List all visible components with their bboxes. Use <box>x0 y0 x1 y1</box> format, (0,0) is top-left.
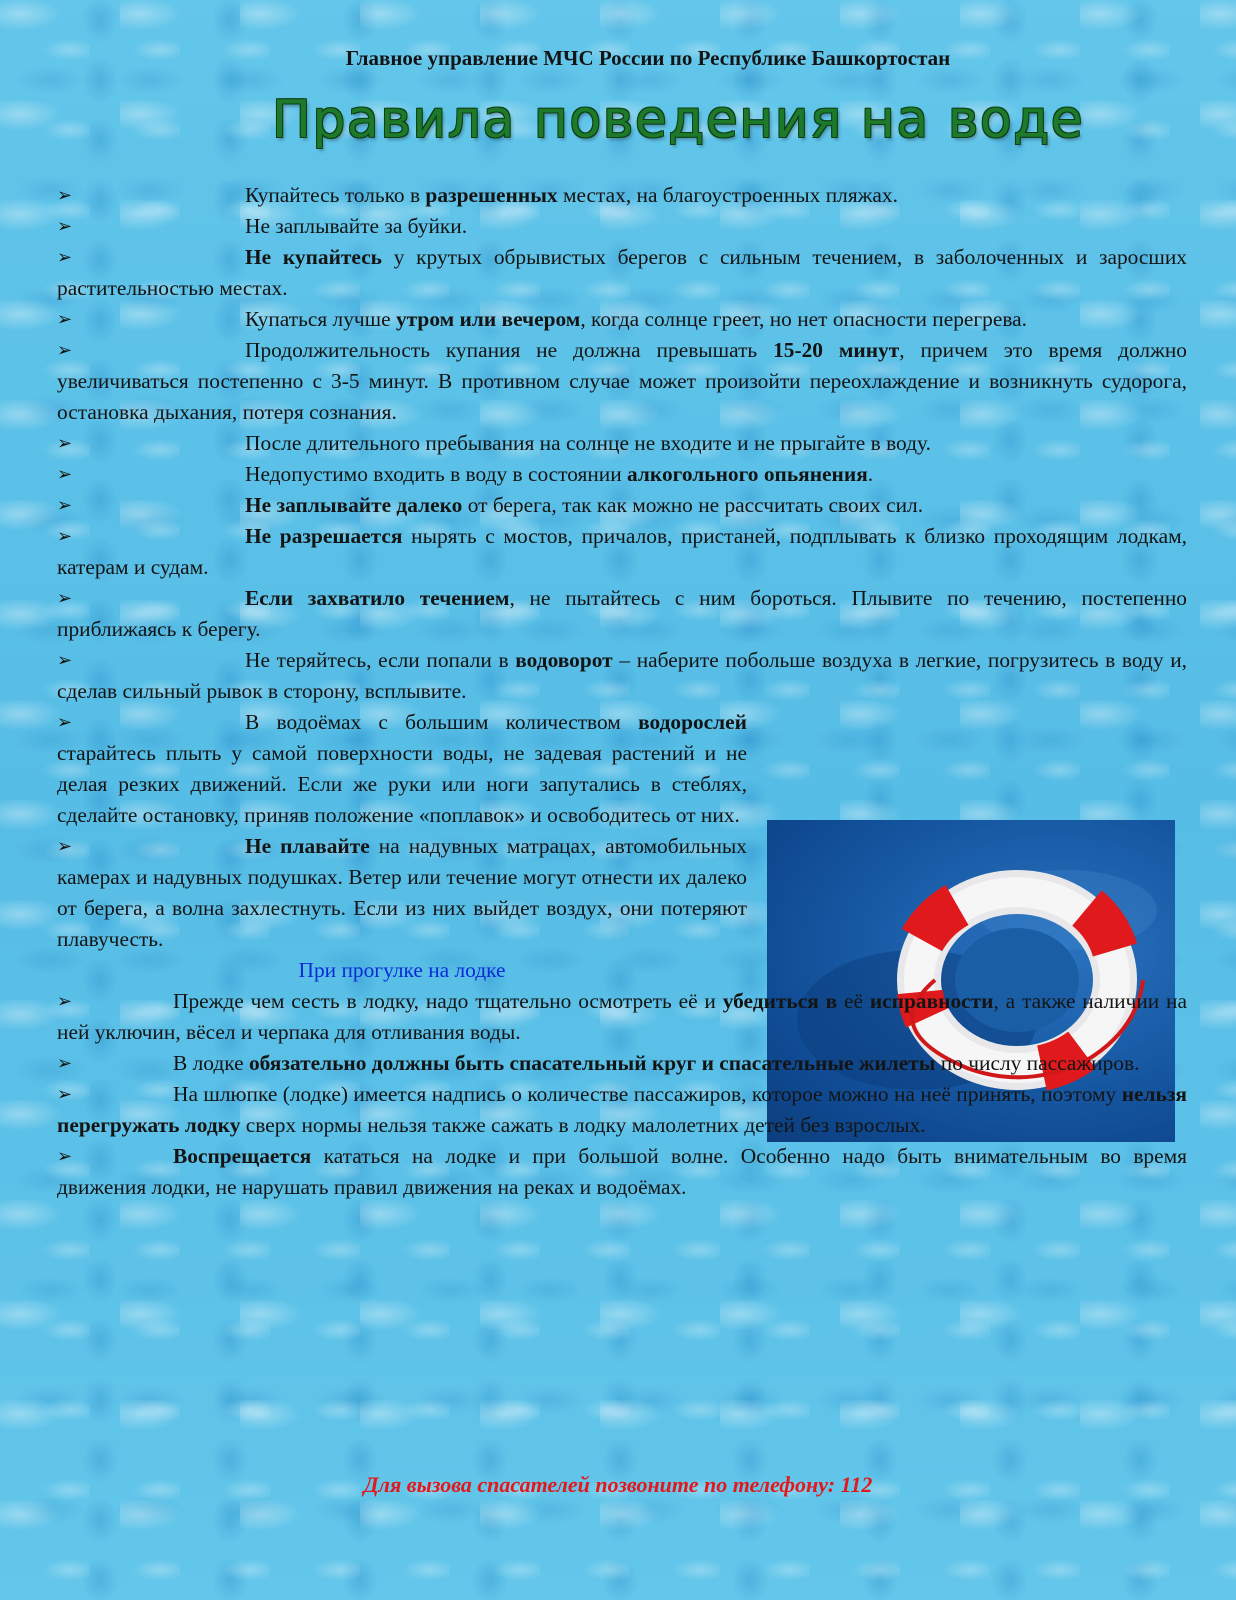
rule-item: ➢ В водоёмах с большим количеством водорослей старайтесь плыть у самой поверхности воды, не задевая растений и не делая резких движений. Если же руки или ноги запутались в стеблях, сделайте остановку, приняв положение «поплавок» и освободитесь от них. <box>57 707 1187 831</box>
rules-text <box>57 180 1187 1203</box>
arrowhead-bullet-icon: ➢ <box>57 309 73 330</box>
arrowhead-bullet-icon: ➢ <box>57 1084 73 1105</box>
rule-item: ➢ Продолжительность купания не должна превышать 15-20 минут, причем это время должно увеличиваться постепенно с 3-5 минут. В противном случае может произойти переохлаждение и возникнуть судорога, остановка дыхания, потеря сознания. <box>57 335 1187 428</box>
arrowhead-bullet-icon: ➢ <box>57 1053 73 1074</box>
rule-item: ➢ После длительного пребывания на солнце не входите и не прыгайте в воду. <box>57 428 1187 459</box>
rule-item: ➢ Не купайтесь у крутых обрывистых берегов с сильным течением, в заболоченных и заросших растительностью местах. <box>57 242 1187 304</box>
rule-item: ➢ Не заплывайте за буйки. <box>57 211 1187 242</box>
boat-rule-item: ➢ Прежде чем сесть в лодку, надо тщательно осмотреть её и убедиться в её исправности, а также наличии на ней уключин, вёсел и черпака для отливания воды. <box>57 986 1187 1048</box>
arrowhead-bullet-icon: ➢ <box>57 495 73 516</box>
rule-item: ➢ Недопустимо входить в воду в состоянии алкогольного опьянения. <box>57 459 1187 490</box>
rule-item: ➢ Купайтесь только в разрешенных местах, на благоустроенных пляжах. <box>57 180 1187 211</box>
rule-item: ➢ Не разрешается нырять с мостов, причалов, пристаней, подплывать к близко проходящим лодкам, катерам и судам. <box>57 521 1187 583</box>
page-title: Правила поведения на воде <box>271 90 1085 150</box>
arrowhead-bullet-icon: ➢ <box>57 247 73 268</box>
arrowhead-bullet-icon: ➢ <box>57 991 73 1012</box>
agency-name: Главное управление МЧС России по Республике Башкортостан <box>345 46 951 70</box>
arrowhead-bullet-icon: ➢ <box>57 185 73 206</box>
boat-rule-item: ➢ В лодке обязательно должны быть спасательный круг и спасательные жилеты по числу пассажиров. <box>57 1048 1187 1079</box>
arrowhead-bullet-icon: ➢ <box>57 836 73 857</box>
boat-section-heading: При прогулке на лодке <box>298 958 506 982</box>
rule-item: ➢ Не заплывайте далеко от берега, так как можно не рассчитать своих сил. <box>57 490 1187 521</box>
arrowhead-bullet-icon: ➢ <box>57 464 73 485</box>
arrowhead-bullet-icon: ➢ <box>57 588 73 609</box>
boat-rule-item: ➢ Воспрещается кататься на лодке и при большой волне. Особенно надо быть внимательным во время движения лодки, не нарушать правил движения на реках и водоёмах. <box>57 1141 1187 1203</box>
arrowhead-bullet-icon: ➢ <box>57 712 73 733</box>
arrowhead-bullet-icon: ➢ <box>57 526 73 547</box>
rule-item: ➢ Если захватило течением, не пытайтесь с ним бороться. Плывите по течению, постепенно приближаясь к берегу. <box>57 583 1187 645</box>
emergency-call-note: Для вызова спасателей позвоните по телефону: 112 <box>363 1472 873 1497</box>
rule-item: ➢ Не плавайте на надувных матрацах, автомобильных камерах и надувных подушках. Ветер или течение могут отнести их далеко от берега, а волна захлестнуть. Если из них выйдет воздух, они потеряют плавучесть. <box>57 831 747 955</box>
arrowhead-bullet-icon: ➢ <box>57 216 73 237</box>
arrowhead-bullet-icon: ➢ <box>57 1146 73 1167</box>
arrowhead-bullet-icon: ➢ <box>57 650 73 671</box>
rule-item: ➢ Не теряйтесь, если попали в водоворот – наберите побольше воздуха в легкие, погрузитесь в воду и, сделав сильный рывок в сторону, всплывите. <box>57 645 1187 707</box>
arrowhead-bullet-icon: ➢ <box>57 433 73 454</box>
rule-item: ➢ Купаться лучше утром или вечером, когда солнце греет, но нет опасности перегрева. <box>57 304 1187 335</box>
arrowhead-bullet-icon: ➢ <box>57 340 73 361</box>
boat-rule-item: ➢ На шлюпке (лодке) имеется надпись о количестве пассажиров, которое можно на неё принять, поэтому нельзя перегружать лодку сверх нормы нельзя также сажать в лодку малолетних детей без взрослых. <box>57 1079 1187 1141</box>
